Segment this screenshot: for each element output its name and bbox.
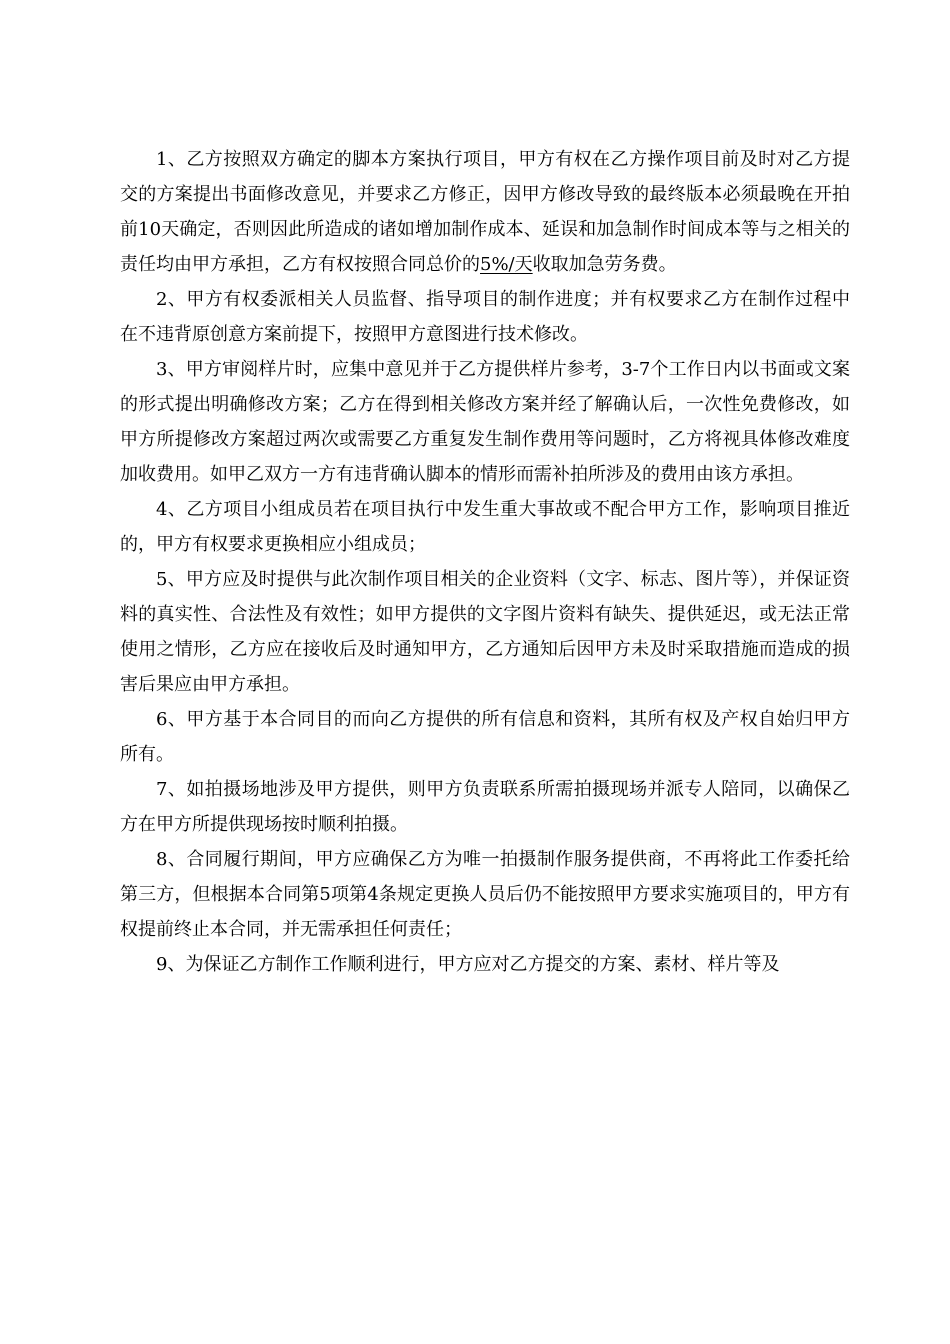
clause-1 [120,142,850,282]
clause-8: 8、合同履行期间，甲方应确保乙方为唯一拍摄制作服务提供商，不再将此工作委托给第三方，但根据本合同第5项第4条规定更换人员后仍不能按照甲方要求实施项目的，甲方有权提前终止本合同，并无需承担任何责任； [120,849,850,940]
clause-9: 9、为保证乙方制作工作顺利进行，甲方应对乙方提交的方案、素材、样片等及 [156,954,780,975]
clause-2: 2、甲方有权委派相关人员监督、指导项目的制作进度；并有权要求乙方在制作过程中在不违背原创意方案前提下，按照甲方意图进行技术修改。 [120,289,850,345]
clause-4: 4、乙方项目小组成员若在项目执行中发生重大事故或不配合甲方工作，影响项目推近的，甲方有权要求更换相应小组成员； [120,499,850,555]
clause-3: 3、甲方审阅样片时，应集中意见并于乙方提供样片参考，3-7个工作日内以书面或文案的形式提出明确修改方案；乙方在得到相关修改方案并经了解确认后，一次性免费修改，如甲方所提修改方案超过两次或需要乙方重复发生制作费用等问题时，乙方将视具体修改难度加收费用。如甲乙双方一方有违背确认脚本的情形而需补拍所涉及的费用由该方承担。 [120,359,850,485]
clause-1-tail: 收取加急劳务费。 [532,254,677,275]
clause-7: 7、如拍摄场地涉及甲方提供，则甲方负责联系所需拍摄现场并派专人陪同，以确保乙方在甲方所提供现场按时顺利拍摄。 [120,779,850,835]
clause-1-text: 1、乙方按照双方确定的脚本方案执行项目，甲方有权在乙方操作项目前及时对乙方提交的方案提出书面修改意见，并要求乙方修正，因甲方修改导致的最终版本必须最晚在开拍前10天确定，否则因此所造成的诸如增加制作成本、延误和加急制作时间成本等与之相关的责任均由甲方承担，乙方有权按照合同总价的 [120,149,850,275]
clause-6: 6、甲方基于本合同目的而向乙方提供的所有信息和资料，其所有权及产权自始归甲方所有。 [120,709,850,765]
urgent-fee-rate: 5%/天 [480,254,533,275]
clause-5: 5、甲方应及时提供与此次制作项目相关的企业资料（文字、标志、图片等），并保证资料的真实性、合法性及有效性；如甲方提供的文字图片资料有缺失、提供延迟，或无法正常使用之情形，乙方应在接收后及时通知甲方，乙方通知后因甲方未及时采取措施而造成的损害后果应由甲方承担。 [120,569,850,695]
contract-body [120,142,850,982]
